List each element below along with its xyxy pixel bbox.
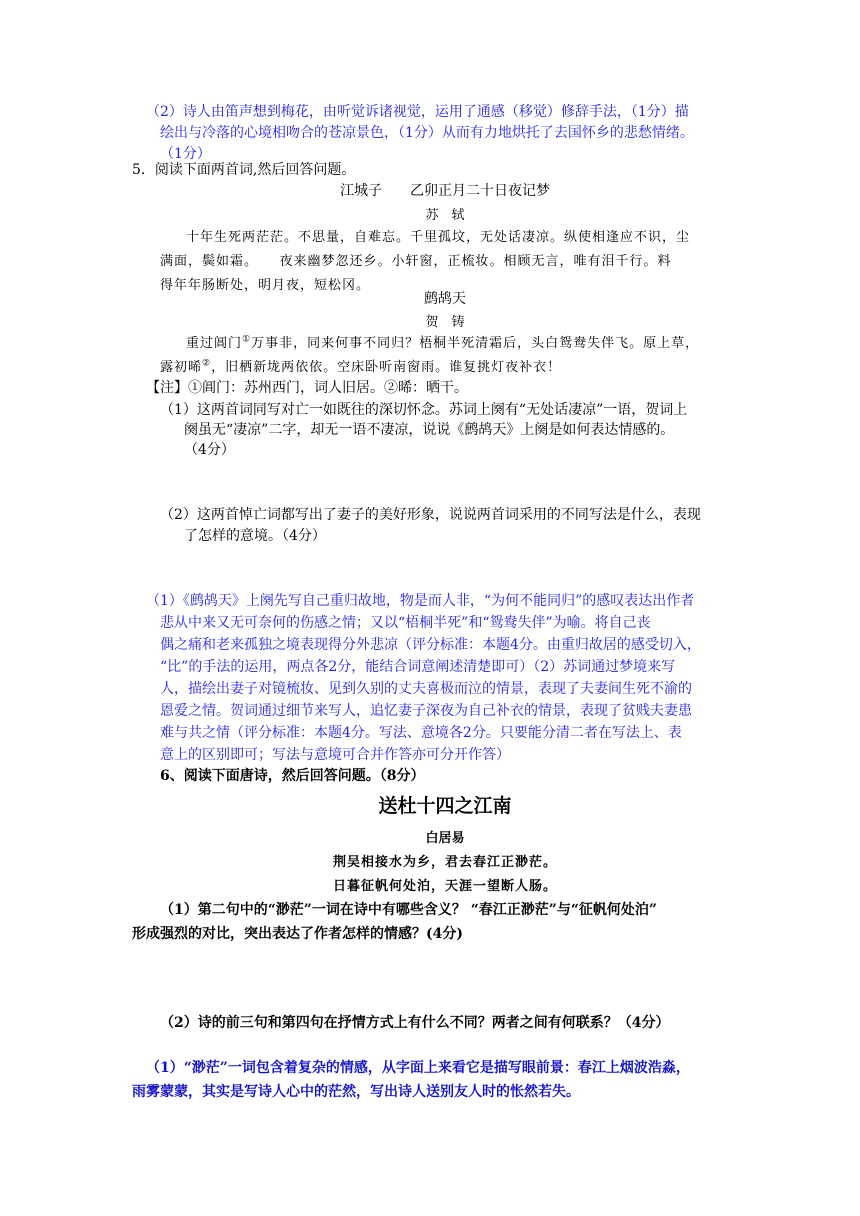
answer-line: （1）《鹧鸪天》上阕先写自己重归故地，物是而人非，“为何不能同归”的感叹表达出作者 [146,593,695,609]
question-line: 了怎样的意境。（4分） [184,528,326,544]
poem-line: 日暮征帆何处泊，天涯一望断人肠。 [332,879,557,894]
answer-line: 人，描绘出妻子对镜梳妆、见到久别的丈夫喜极而泣的情景，表现了夫妻间生死不渝的 [160,681,692,697]
poem-line: 满面，鬓如霜。 夜来幽梦忽还乡。小轩窗，正梳妆。相顾无言，唯有泪千行。料 [160,254,672,269]
answer-line: 难与共之情（评分标准：本题4分。写法、意境各2分。只要能分清二者在写法上、表 [160,725,682,741]
footnote-mark: ② [202,358,212,369]
poem-line [160,356,740,380]
answer-line: 偶之痛和老来孤独之境表现得分外悲凉（评分标准：本题4分。由重归故居的感受切入， [160,637,701,653]
question-line: （4分） [184,442,235,458]
answer-5 [146,590,846,766]
question-line: （1）这两首词同写对亡一如既往的深切怀念。苏词上阕有“无处话凄凉”一语，贺词上 [160,402,688,418]
question-6-1 [132,898,752,946]
poem-line: 十年生死两茫茫。不思量，自难忘。千里孤坟，无处话凄凉。纵使相逢应不识，尘 [186,230,691,245]
question-6-2: （2）诗的前三句和第四句在抒情方式上有什么不同？两者之间有何联系？（4分） [160,1015,670,1031]
poem1-body [160,226,740,298]
poem-text: 重过阊门 [186,336,243,351]
poem1-author: 苏 轼 [425,208,465,223]
answer-line: （2）诗人由笛声想到梅花，由听觉诉诸视觉，运用了通感（移觉）修辞手法，（1分）描 [146,104,689,120]
poem-line [160,332,740,356]
answer-line: “比”的手法的运用，两点各2分，能结合词意阐述清楚即可）（2）苏词通过梦境来写 [160,659,676,675]
poem2-note: 【注】①阊门：苏州西门，词人旧居。②晞：晒干。 [146,380,468,396]
poem1-title: 江城子 乙卯正月二十日夜记梦 [340,183,550,199]
footnote-mark: ① [242,334,252,345]
poem3-body [100,851,790,899]
question-5-intro: 5．阅读下面两首词,然后回答问题。 [132,162,356,178]
poem-text: ，旧栖新垅两依依。空床卧听南窗雨。谁复挑灯夜补衣！ [211,360,562,375]
poem-line: 得年年肠断处，明月夜，短松冈。 [160,278,371,293]
answer-line: （1）“渺茫”一词包含着复杂的情感，从字面上来看它是描写眼前景：春江上烟波浩淼， [146,1060,690,1076]
poem3-title: 送杜十四之江南 [378,795,512,817]
question-6-intro: 6、阅读下面唐诗，然后回答问题。（8分） [160,768,425,784]
question-5-2 [160,505,740,547]
answer-line: 悲从中来又无可奈何的伤感之情；又以“梧桐半死”和“鸳鸯失伴”为喻。将自己丧 [160,615,651,631]
answer-line: 雨雾蒙蒙，其实是写诗人心中的茫然，写出诗人送别友人时的怅然若失。 [132,1084,580,1100]
poem-line: 荆吴相接水为乡，君去春江正渺茫。 [332,855,557,870]
answer-4-2 [146,102,846,165]
question-line: 形成强烈的对比，突出表达了作者怎样的情感？(4分) [132,926,463,942]
poem-text: 露初晞 [160,360,203,375]
poem2-body [160,332,740,380]
poem3-author: 白居易 [425,831,465,846]
poem2-title: 鹧鸪天 [424,291,466,307]
question-line: （2）这两首悼亡词都写出了妻子的美好形象，说说两首词采用的不同写法是什么，表现 [160,507,701,523]
poem2-author: 贺 铸 [425,315,465,330]
question-line: 阕虽无“凄凉”二字，却无一语不凄凉，说说《鹧鸪天》上阕是如何表达情感的。 [184,422,675,438]
poem-text: 万事非，同来何事不同归？梧桐半死清霜后，头白鸳鸯失伴飞。原上草， [251,336,700,351]
answer-line: 恩爱之情。贺词通过细节来写人，追忆妻子深夜为自己补衣的情景，表现了贫贱夫妻患 [160,703,692,719]
answer-line: 绘出与冷落的心境相吻合的苍凉景色，（1分）从而有力地烘托了去国怀乡的悲愁情绪。 [160,125,694,141]
question-5-1 [160,400,740,460]
answer-6 [132,1056,792,1104]
answer-line: 意上的区别即可；写法与意境可合并作答亦可分开作答） [160,747,510,763]
question-line: （1）第二句中的“渺茫”一词在诗中有哪些含义？ “春江正渺茫”与“征帆何处泊” [160,902,657,918]
answer-line: （1分） [160,146,211,162]
